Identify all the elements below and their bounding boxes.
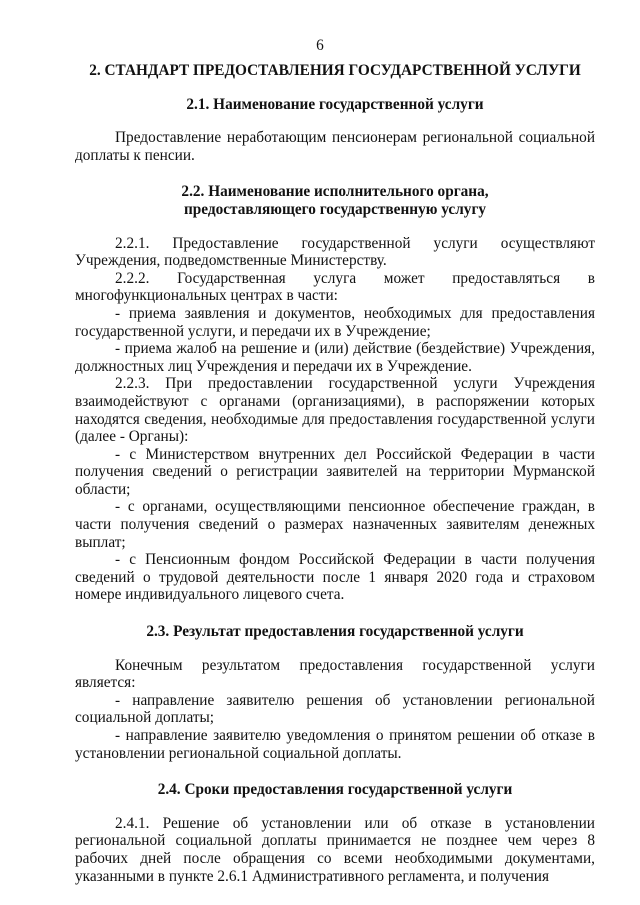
list-item: - приема жалоб на решение и (или) действие (бездействие) Учреждения, должностных лиц Учреждения и передачи их в Учреждение.	[75, 340, 595, 375]
list-item: - с Пенсионным фондом Российской Федерации в части получения сведений о трудовой деятельности после 1 января 2020 года и страховом номере индивидуального лицевого счета.	[75, 551, 595, 604]
list-item: - с органами, осуществляющими пенсионное обеспечение граждан, в части получения сведений о размерах назначенных заявителям денежных выплат;	[75, 498, 595, 551]
paragraph-2-1: Предоставление неработающим пенсионерам региональной социальной доплаты к пенсии.	[75, 129, 595, 164]
main-heading: 2. СТАНДАРТ ПРЕДОСТАВЛЕНИЯ ГОСУДАРСТВЕННОЙ УСЛУГИ	[89, 62, 581, 79]
paragraph-2-3: Конечным результатом предоставления государственной услуги является:	[75, 656, 595, 692]
paragraph-2-2-1: 2.2.1. Предоставление государственной услуги осуществляют Учреждения, подведомственные Министерству.	[75, 234, 595, 270]
paragraph-2-2-2: 2.2.2. Государственная услуга может предоставляться в многофункциональных центрах в части:	[75, 269, 595, 305]
list-item: - приема заявления и документов, необходимых для предоставления государственной услуги, и передачи их в Учреждение;	[75, 304, 595, 340]
page-number: 6	[316, 37, 324, 54]
document-body	[75, 62, 595, 885]
list-item: - направление заявителю решения об установлении региональной социальной доплаты;	[75, 691, 595, 727]
section-heading-2-2: 2.2. Наименование исполнительного органа, предоставляющего государственную услугу	[181, 183, 489, 218]
list-item: - с Министерством внутренних дел Российской Федерации в части получения сведений о регистрации заявителей на территории Мурманской области;	[75, 445, 595, 498]
section-heading-2-4: 2.4. Сроки предоставления государственной услуги	[157, 781, 513, 799]
list-item: - направление заявителю уведомления о принятом решении об отказе в установлении региональной социальной доплаты.	[75, 727, 595, 762]
section-heading-2-3: 2.3. Результат предоставления государственной услуги	[146, 623, 524, 641]
paragraph-2-2-3: 2.2.3. При предоставлении государственной услуги Учреждения взаимодействуют с органами (организациями), в распоряжении которых находятся сведения, необходимые для предоставления государственной услуги (далее - Органы):	[75, 375, 595, 446]
section-heading-2-1: 2.1. Наименование государственной услуги	[186, 95, 484, 113]
paragraph-2-4-1: 2.4.1. Решение об установлении или об отказе в установлении региональной социальной доплаты принимается не позднее чем через 8 рабочих дней после обращения со всеми необходимыми документами, указанными в пункте 2.6.1 Административного регламента, и получения	[75, 814, 595, 885]
